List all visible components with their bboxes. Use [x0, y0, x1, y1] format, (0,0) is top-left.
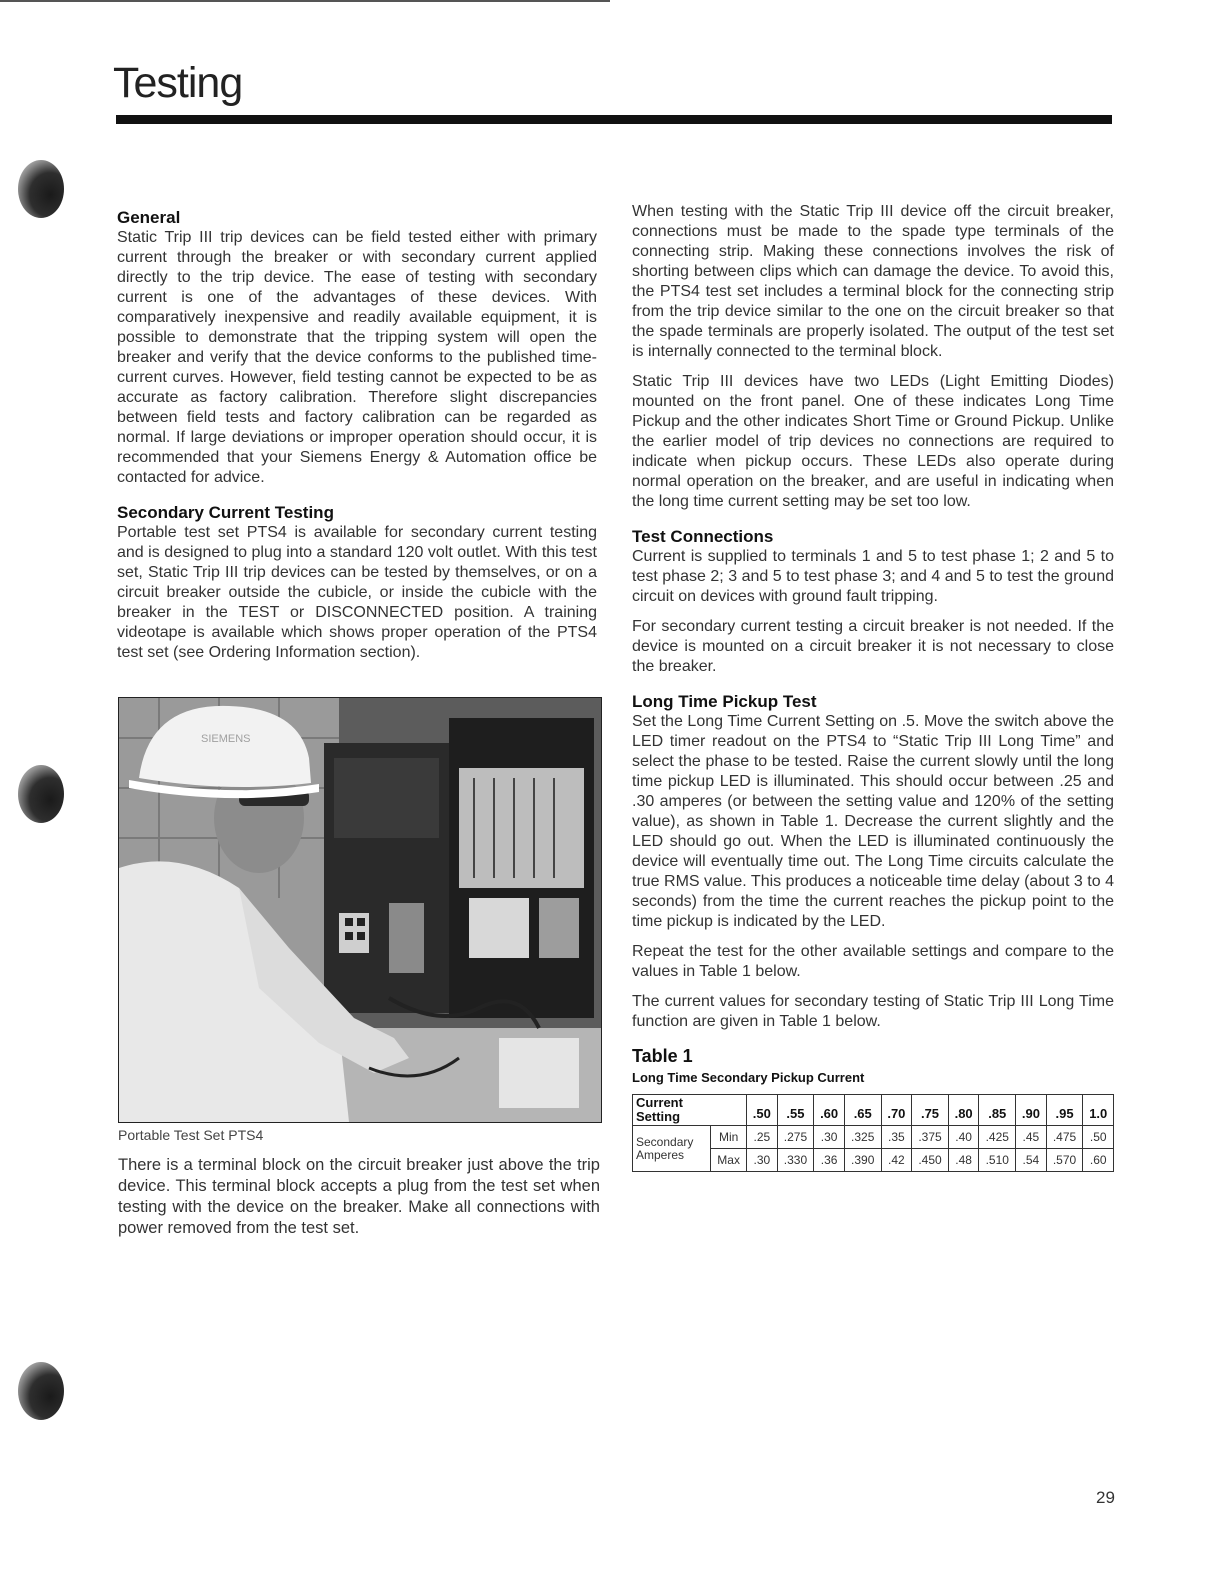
table-subtitle: Long Time Secondary Pickup Current	[632, 1070, 865, 1085]
min-cell: .375	[912, 1126, 949, 1149]
setting-label-cell	[633, 1095, 747, 1126]
min-cell: .30	[814, 1126, 844, 1149]
min-label: Min	[711, 1126, 747, 1149]
setting-cell: .80	[948, 1095, 978, 1126]
table-title: Table 1	[632, 1046, 693, 1066]
setting-cell: .65	[844, 1095, 881, 1126]
photo-test-set	[118, 697, 602, 1123]
photo-caption: Portable Test Set PTS4	[118, 1127, 264, 1143]
terminal-block-body: There is a terminal block on the circuit breaker just above the trip device. This terminal block accepts a plug from the test set when testing with the device on the breaker. Make all connections with power removed from the test set.	[118, 1156, 600, 1237]
setting-cell: 1.0	[1083, 1095, 1114, 1126]
right-intro-p1: When testing with the Static Trip III device off the circuit breaker, connections must be made to the spade type terminals of the connecting strip. Making these connections involves the risk of shorting between clips which can damage the device. To avoid this, the PTS4 test set includes a terminal block for the connecting strip from the trip device similar to the one on the circuit breaker so that the spade terminals are properly isolated. The output of the test set is internally connected to the terminal block.	[632, 203, 1114, 360]
right-column	[632, 202, 1114, 1172]
helmet-logo-text: SIEMENS	[201, 733, 251, 745]
punch-hole-middle	[18, 765, 64, 823]
setting-cell: .85	[979, 1095, 1016, 1126]
setting-cell: .50	[747, 1095, 777, 1126]
top-rule	[0, 0, 610, 2]
table-header-row	[633, 1095, 1114, 1126]
max-label: Max	[711, 1149, 747, 1172]
row-label-2: Amperes	[636, 1147, 685, 1162]
min-cell: .325	[844, 1126, 881, 1149]
setting-cell: .75	[912, 1095, 949, 1126]
max-cell: .390	[844, 1149, 881, 1172]
test-connections-p2: For secondary current testing a circuit breaker is not needed. If the device is mounted on a circuit breaker it is not necessary to close the breaker.	[632, 618, 1114, 675]
test-connections-p1: Current is supplied to terminals 1 and 5 to test phase 1; 2 and 5 to test phase 2; 3 and 5 to test phase 3; and 4 and 5 to test the ground circuit on devices with ground fault tripping.	[632, 548, 1114, 605]
max-cell: .510	[979, 1149, 1016, 1172]
min-cell: .50	[1083, 1126, 1114, 1149]
secondary-amperes-label	[633, 1126, 711, 1172]
punch-hole-bottom	[18, 1362, 64, 1420]
long-time-p3: The current values for secondary testing of Static Trip III Long Time function are given in Table 1 below.	[632, 993, 1114, 1030]
page-title: Testing	[113, 59, 243, 107]
general-heading: General	[117, 208, 181, 227]
secondary-heading: Secondary Current Testing	[117, 503, 334, 522]
photo-illustration	[119, 698, 601, 1122]
long-time-p2: Repeat the test for the other available settings and compare to the values in Table 1 below.	[632, 943, 1114, 980]
row-label-1: Secondary	[636, 1134, 694, 1149]
title-bar	[116, 115, 1112, 124]
setting-label-1: Current	[636, 1095, 683, 1110]
min-cell: .35	[881, 1126, 911, 1149]
min-cell: .425	[979, 1126, 1016, 1149]
max-cell: .450	[912, 1149, 949, 1172]
max-cell: .330	[777, 1149, 814, 1172]
min-cell: .40	[948, 1126, 978, 1149]
max-cell: .36	[814, 1149, 844, 1172]
min-cell: .45	[1016, 1126, 1046, 1149]
general-body: Static Trip III trip devices can be field tested either with primary current through the breaker or with secondary current applied directly to the trip device. The ease of testing with secondary current is one of the advantages of these devices. With comparatively inexpensive and readily available equipment, it is possible to demonstrate that the tripping system will open the breaker and verify that the device conforms to the published time-current curves. However, field testing cannot be expected to be as accurate as factory calibration. Therefore slight discrepancies between field tests and factory calibration can be regarded as normal. If large deviations or improper operation should occur, it is recommended that your Siemens Energy & Automation office be contacted for advice.	[117, 229, 597, 486]
long-time-p1: Set the Long Time Current Setting on .5. Move the switch above the LED timer readout on the PTS4 to “Static Trip III Long Time” and select the phase to be tested. Raise the current slowly until the long time pickup LED is illuminated. This should occur between .25 and .30 amperes (or between the setting value and 120% of the setting value), as shown in Table 1. Decrease the current slightly and the LED should go out. When the LED is illuminated continuously the device will eventually time out. The Long Time circuits calculate the true RMS value. This produces a noticeable time delay (about 3 to 4 seconds) from the time the current reaches the pickup point to the time pickup is indicated by the LED.	[632, 713, 1114, 930]
punch-hole-top	[18, 160, 64, 218]
secondary-body: Portable test set PTS4 is available for secondary current testing and is designed to plug into a standard 120 volt outlet. With this test set, Static Trip III trip devices can be tested by themselves, or on a circuit breaker outside the cubicle, or inside the cubicle with the breaker in the TEST or DISCONNECTED position. A training videotape is available which shows proper operation of the PTS4 test set (see Ordering Information section).	[117, 524, 597, 661]
max-cell: .30	[747, 1149, 777, 1172]
long-time-heading: Long Time Pickup Test	[632, 692, 817, 711]
max-cell: .60	[1083, 1149, 1114, 1172]
max-cell: .42	[881, 1149, 911, 1172]
left-column	[117, 207, 597, 663]
min-cell: .475	[1046, 1126, 1083, 1149]
setting-cell: .60	[814, 1095, 844, 1126]
page-number: 29	[1096, 1488, 1115, 1507]
setting-cell: .70	[881, 1095, 911, 1126]
setting-cell: .90	[1016, 1095, 1046, 1126]
right-intro-p2: Static Trip III devices have two LEDs (Light Emitting Diodes) mounted on the front panel. One of these indicates Long Time Pickup and the other indicates Short Time or Ground Pickup. Unlike the earlier model of trip devices no connections are required to indicate when pickup occurs. These LEDs also operate during normal operation on the breaker, and are useful in indicating when the long time current setting may be set too low.	[632, 373, 1114, 510]
max-cell: .570	[1046, 1149, 1083, 1172]
min-cell: .275	[777, 1126, 814, 1149]
terminal-block-paragraph	[118, 1155, 600, 1239]
setting-cell: .55	[777, 1095, 814, 1126]
table-row-min	[633, 1126, 1114, 1149]
min-cell: .25	[747, 1126, 777, 1149]
setting-label-2: Setting	[636, 1109, 681, 1124]
max-cell: .54	[1016, 1149, 1046, 1172]
pickup-current-table	[632, 1094, 1114, 1172]
max-cell: .48	[948, 1149, 978, 1172]
test-connections-heading: Test Connections	[632, 527, 774, 546]
setting-cell: .95	[1046, 1095, 1083, 1126]
